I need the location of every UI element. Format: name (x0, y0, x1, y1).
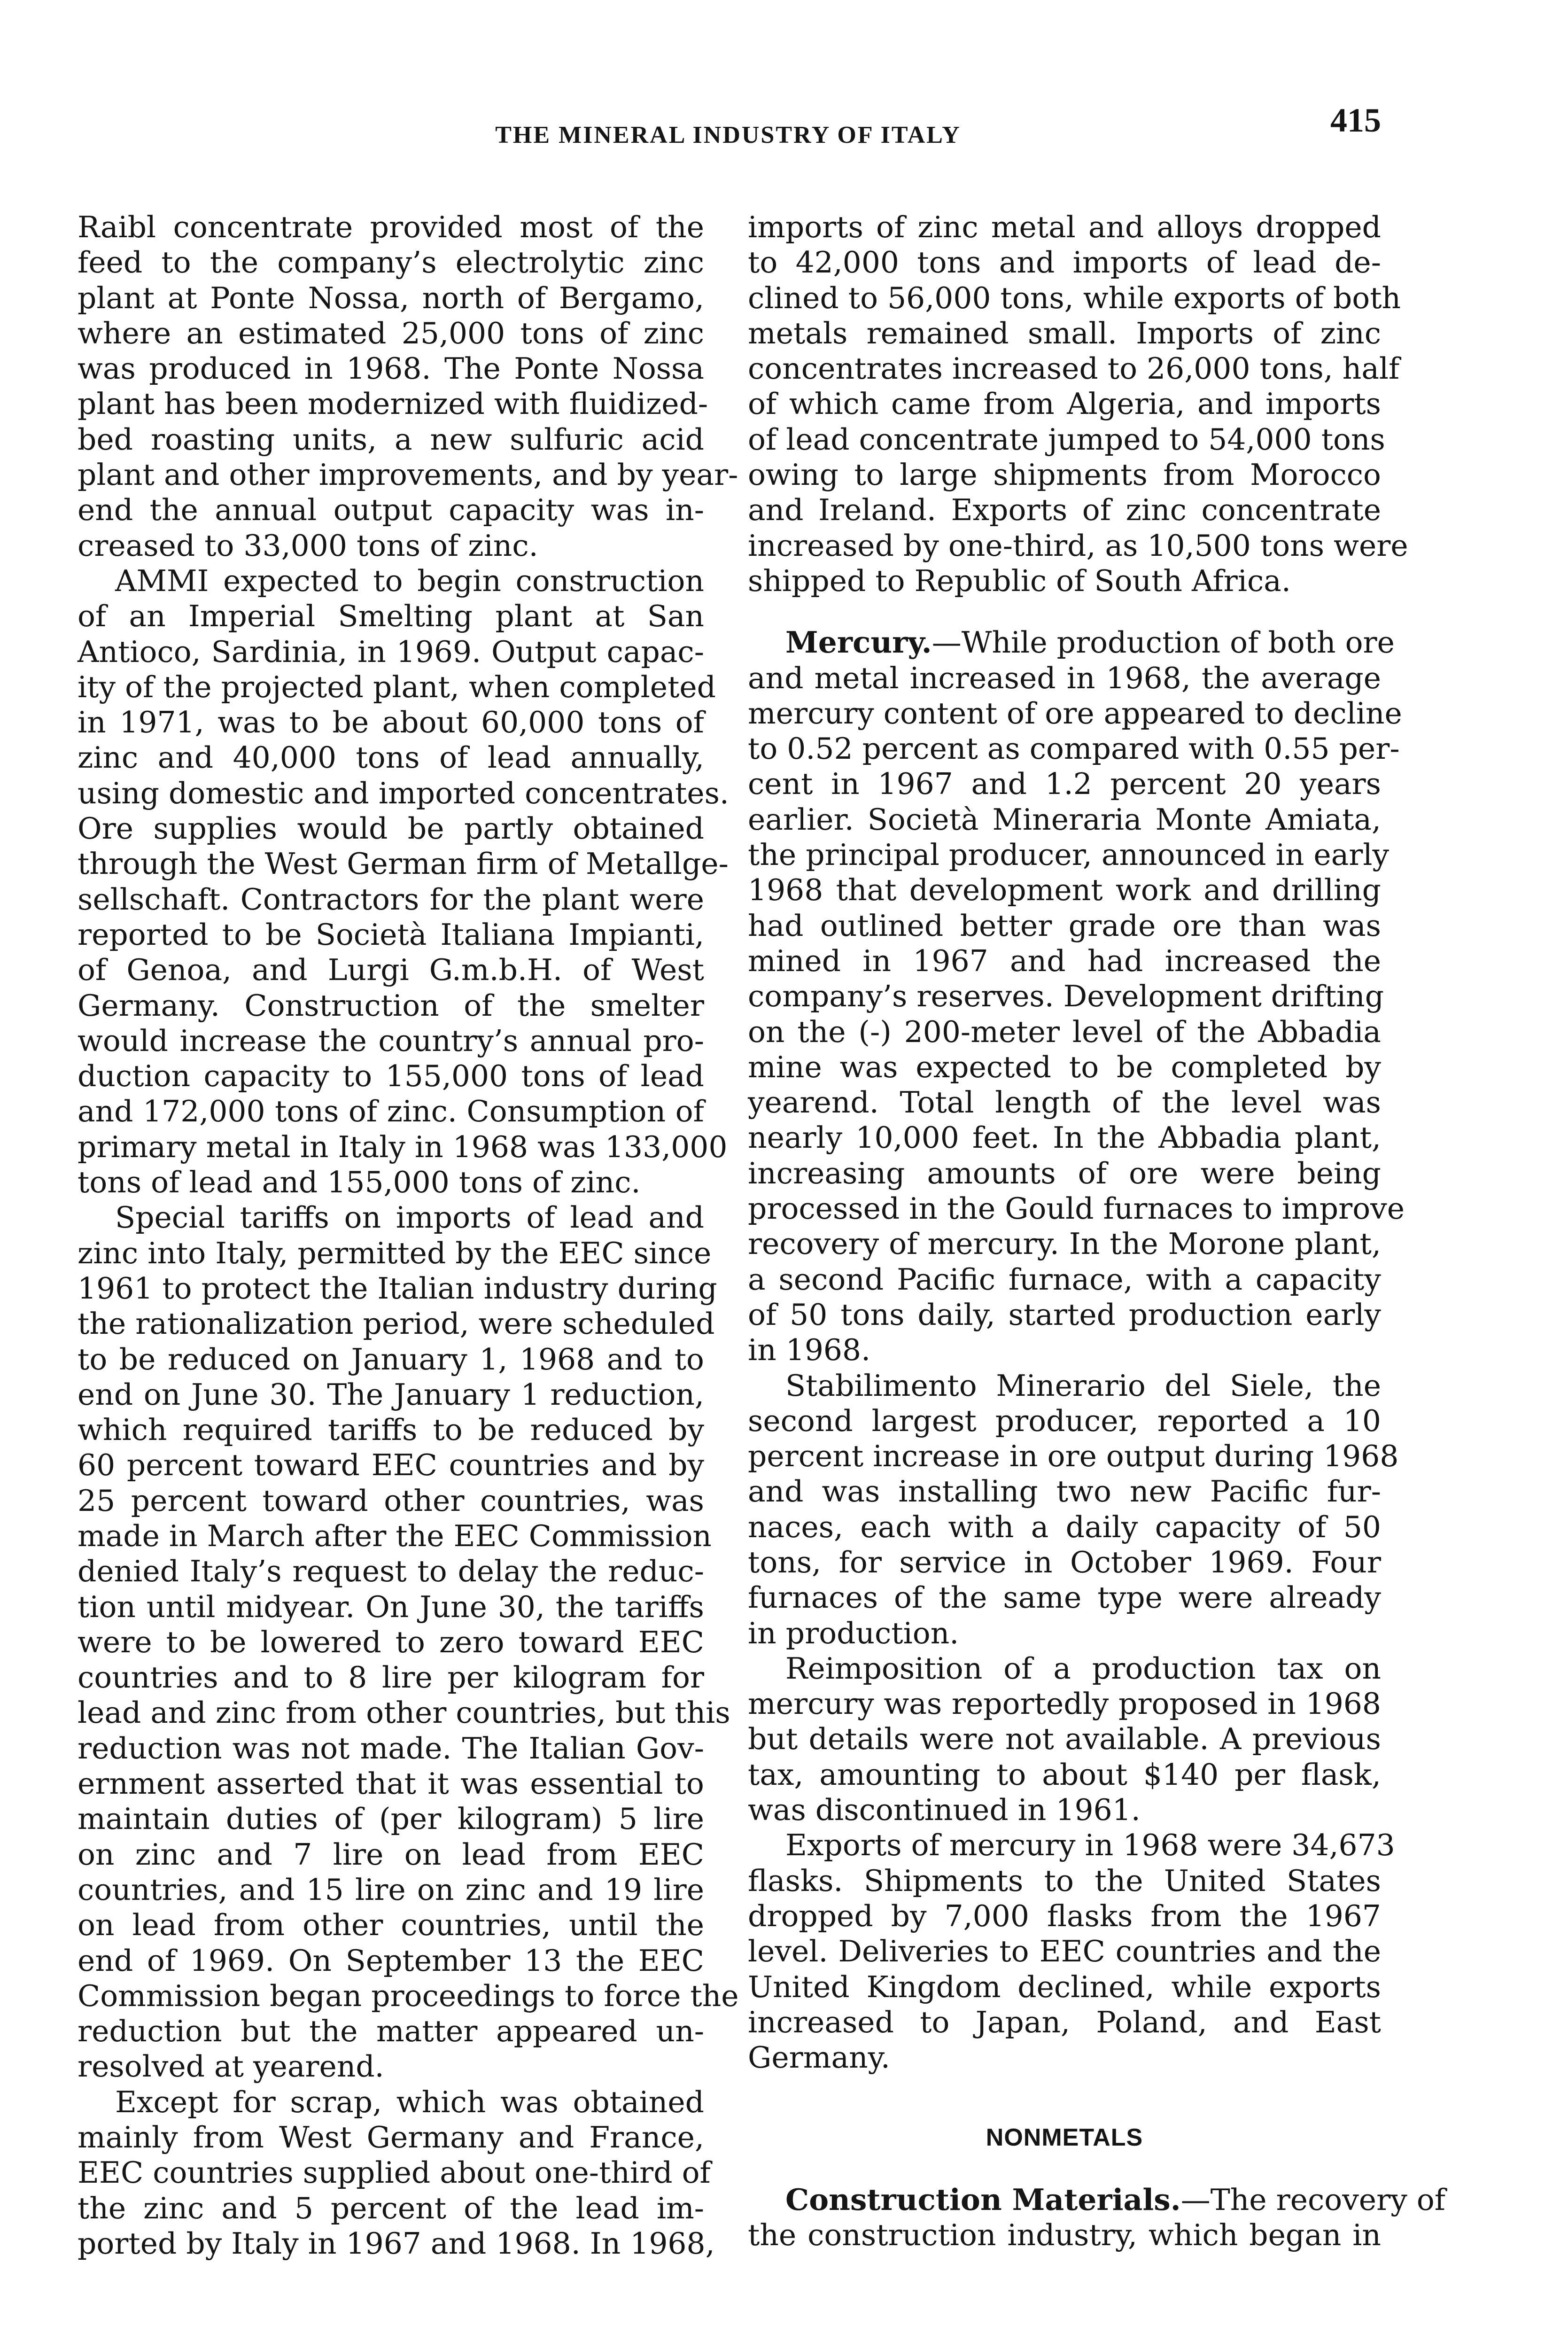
text-line: tons, for service in October 1969. Four (748, 1545, 1381, 1579)
text-line: second largest producer, reported a 10 (748, 1403, 1381, 1438)
text-line: duction capacity to 155,000 tons of lead (78, 1059, 704, 1094)
paragraph-construction-materials (748, 2182, 1446, 2253)
text-line: zinc and 40,000 tons of lead annually, (78, 740, 704, 775)
text-line: to 42,000 tons and imports of lead de- (748, 245, 1381, 280)
paragraph-siele (748, 1368, 1399, 1651)
text-line: Commission began proceedings to force the (78, 1978, 739, 2013)
text-line: zinc into Italy, permitted by the EEC since (78, 1236, 712, 1270)
text-line: but details were not available. A previous (748, 1722, 1381, 1757)
text-line: the zinc and 5 percent of the lead im- (78, 2191, 704, 2225)
text-line: Antioco, Sardinia, in 1969. Output capac- (78, 634, 704, 669)
text-line: were to be lowered to zero toward EEC (78, 1625, 704, 1659)
text-line: Reimposition of a production tax on (785, 1651, 1381, 1686)
text-line (748, 625, 1395, 660)
text-line: to be reduced on January 1, 1968 and to (78, 1342, 704, 1377)
text-line: countries, and 15 lire on zinc and 19 lire (78, 1872, 704, 1907)
text-line: made in March after the EEC Commission (78, 1518, 712, 1553)
text-line: of 50 tons daily, started production early (748, 1297, 1381, 1332)
paragraph-ponte-nossa (78, 210, 738, 563)
text-line: mercury was reportedly proposed in 1968 (748, 1687, 1381, 1721)
mercury-heading-continuation: —While production of both ore (931, 625, 1395, 660)
text-line: shipped to Republic of South Africa. (748, 563, 1291, 598)
text-line: tax, amounting to about $140 per flask, (748, 1757, 1381, 1792)
text-line: in 1968. (748, 1333, 871, 1368)
text-line: primary metal in Italy in 1968 was 133,000 (78, 1129, 728, 1164)
text-line: owing to large shipments from Morocco (748, 458, 1381, 492)
text-line: Special tariffs on imports of lead and (115, 1200, 704, 1235)
text-line: of which came from Algeria, and imports (748, 387, 1381, 421)
section-spacer (748, 2156, 1381, 2182)
paragraph-production-tax (748, 1651, 1381, 1828)
text-line: company’s reserves. Development drifting (748, 979, 1384, 1014)
text-line: naces, each with a daily capacity of 50 (748, 1509, 1381, 1544)
text-line: was discontinued in 1961. (748, 1793, 1141, 1828)
text-line: bed roasting units, a new sulfuric acid (78, 422, 704, 457)
text-line: using domestic and imported concentrates. (78, 776, 729, 810)
text-line: of lead concentrate jumped to 54,000 tons (748, 422, 1385, 457)
text-line: in 1971, was to be about 60,000 tons of (78, 705, 704, 740)
text-line: Germany. Construction of the smelter (78, 988, 704, 1023)
text-line: plant at Ponte Nossa, north of Bergamo, (78, 280, 704, 315)
text-line: lead and zinc from other countries, but this (78, 1696, 730, 1730)
text-line: ported by Italy in 1967 and 1968. In 1968, (78, 2226, 715, 2261)
page-number: 415 (1330, 101, 1381, 139)
text-line: end of 1969. On September 13 the EEC (78, 1943, 704, 1978)
text-line: and was installing two new Pacific fur- (748, 1474, 1381, 1509)
text-line: dropped by 7,000 flasks from the 1967 (748, 1898, 1381, 1933)
construction-heading: Construction Materials. (785, 2182, 1181, 2217)
text-line: Germany. (748, 2040, 890, 2075)
text-line: on lead from other countries, until the (78, 1908, 704, 1943)
text-line: Stabilimento Minerario del Siele, the (785, 1368, 1381, 1403)
text-line: reported to be Società Italiana Impianti, (78, 917, 704, 952)
paragraph-mercury-exports (748, 1828, 1395, 2075)
text-line: imports of zinc metal and alloys dropped (748, 210, 1381, 244)
text-line: 60 percent toward EEC countries and by (78, 1448, 704, 1483)
text-line: nearly 10,000 feet. In the Abbadia plant, (748, 1120, 1381, 1155)
text-line: level. Deliveries to EEC countries and the (748, 1934, 1381, 1969)
section-spacer (748, 2075, 1381, 2120)
text-line: yearend. Total length of the level was (748, 1085, 1381, 1120)
text-line: clined to 56,000 tons, while exports of both (748, 280, 1401, 315)
text-line: in production. (748, 1616, 959, 1650)
left-column (78, 210, 739, 2261)
text-line: United Kingdom declined, while exports (748, 1969, 1381, 2004)
text-line: percent increase in ore output during 1968 (748, 1439, 1399, 1474)
text-line: cent in 1967 and 1.2 percent 20 years (748, 767, 1381, 801)
text-line: of an Imperial Smelting plant at San (78, 599, 704, 634)
text-line: resolved at yearend. (78, 2049, 384, 2084)
text-line: on the (-) 200-meter level of the Abbadia (748, 1014, 1381, 1049)
text-line: EEC countries supplied about one-third of (78, 2155, 711, 2190)
section-heading-nonmetals: NONMETALS (986, 2124, 1143, 2152)
text-line: the principal producer, announced in early (748, 838, 1389, 872)
text-line: denied Italy’s request to delay the reduc- (78, 1554, 704, 1589)
text-line: sellschaft. Contractors for the plant were (78, 882, 704, 917)
text-line: recovery of mercury. In the Morone plant, (748, 1227, 1381, 1261)
text-line: AMMI expected to begin construction (115, 563, 704, 598)
text-line: flasks. Shipments to the United States (748, 1863, 1381, 1898)
text-line: a second Pacific furnace, with a capacity (748, 1262, 1381, 1297)
text-line: tons of lead and 155,000 tons of zinc. (78, 1165, 641, 1200)
text-line: increased by one-third, as 10,500 tons were (748, 528, 1408, 563)
text-line: Raibl concentrate provided most of the (78, 210, 704, 244)
text-line: had outlined better grade ore than was (748, 908, 1381, 943)
text-line: ity of the projected plant, when completed (78, 669, 716, 704)
text-line: was produced in 1968. The Ponte Nossa (78, 351, 704, 386)
text-line: plant and other improvements, and by year- (78, 458, 738, 492)
text-line: Exports of mercury in 1968 were 34,673 (785, 1828, 1395, 1863)
text-line: metals remained small. Imports of zinc (748, 316, 1381, 350)
paragraph-eec-imports (78, 2085, 715, 2261)
text-line: increasing amounts of ore were being (748, 1156, 1381, 1190)
text-line: where an estimated 25,000 tons of zinc (78, 316, 704, 350)
text-line: concentrates increased to 26,000 tons, half (748, 351, 1400, 386)
text-line: which required tariffs to be reduced by (78, 1413, 704, 1447)
text-line: on zinc and 7 lire on lead from EEC (78, 1837, 704, 1872)
text-line: to 0.52 percent as compared with 0.55 per- (748, 731, 1400, 766)
paragraph-mercury (748, 625, 1405, 1368)
text-line: mainly from West Germany and France, (78, 2120, 704, 2155)
text-line: mercury content of ore appeared to decline (748, 696, 1402, 731)
text-line: 25 percent toward other countries, was (78, 1483, 704, 1518)
mercury-heading: Mercury. (785, 625, 932, 660)
text-line: plant has been modernized with fluidized- (78, 387, 708, 421)
paragraph-imports-continued (748, 210, 1408, 599)
text-line: Ore supplies would be partly obtained (78, 811, 704, 846)
text-line: reduction but the matter appeared un- (78, 2014, 704, 2049)
text-line: countries and to 8 lire per kilogram for (78, 1660, 704, 1695)
text-line: would increase the country’s annual pro- (78, 1023, 704, 1058)
paragraph-special-tariffs (78, 1200, 739, 2084)
text-line: 1961 to protect the Italian industry during (78, 1271, 717, 1306)
text-line: furnaces of the same type were already (748, 1580, 1381, 1615)
text-line: and 172,000 tons of zinc. Consumption of (78, 1094, 704, 1129)
text-line: of Genoa, and Lurgi G.m.b.H. of West (78, 953, 704, 988)
text-line: through the West German firm of Metallge- (78, 847, 729, 881)
text-line: end the annual output capacity was in- (78, 493, 704, 528)
text-line: creased to 33,000 tons of zinc. (78, 528, 538, 563)
right-column (748, 210, 1446, 2253)
text-line: the rationalization period, were scheduled (78, 1307, 715, 1341)
paragraph-ammi-smelter (78, 563, 729, 1200)
text-line: and metal increased in 1968, the average (748, 661, 1381, 695)
text-line: Except for scrap, which was obtained (115, 2085, 704, 2119)
text-line: processed in the Gould furnaces to improve (748, 1191, 1405, 1226)
running-head: THE MINERAL INDUSTRY OF ITALY (495, 122, 961, 148)
text-line: end on June 30. The January 1 reduction, (78, 1377, 704, 1412)
text-line: 1968 that development work and drilling (748, 873, 1381, 908)
text-line: reduction was not made. The Italian Gov- (78, 1731, 704, 1766)
text-line: tion until midyear. On June 30, the tariffs (78, 1589, 704, 1624)
text-line: the construction industry, which began in (748, 2218, 1381, 2253)
text-line: earlier. Società Mineraria Monte Amiata, (748, 802, 1381, 837)
text-line: mined in 1967 and had increased the (748, 943, 1381, 978)
construction-heading-continuation: —The recovery of (1180, 2182, 1446, 2217)
text-line: ernment asserted that it was essential to (78, 1766, 704, 1801)
text-line: increased to Japan, Poland, and East (748, 2005, 1381, 2039)
text-line: and Ireland. Exports of zinc concentrate (748, 493, 1381, 528)
text-line: mine was expected to be completed by (748, 1050, 1381, 1084)
text-line: maintain duties of (per kilogram) 5 lire (78, 1802, 704, 1836)
text-line (748, 2182, 1446, 2217)
paragraph-spacer (748, 599, 1381, 625)
text-line: feed to the company’s electrolytic zinc (78, 245, 704, 280)
